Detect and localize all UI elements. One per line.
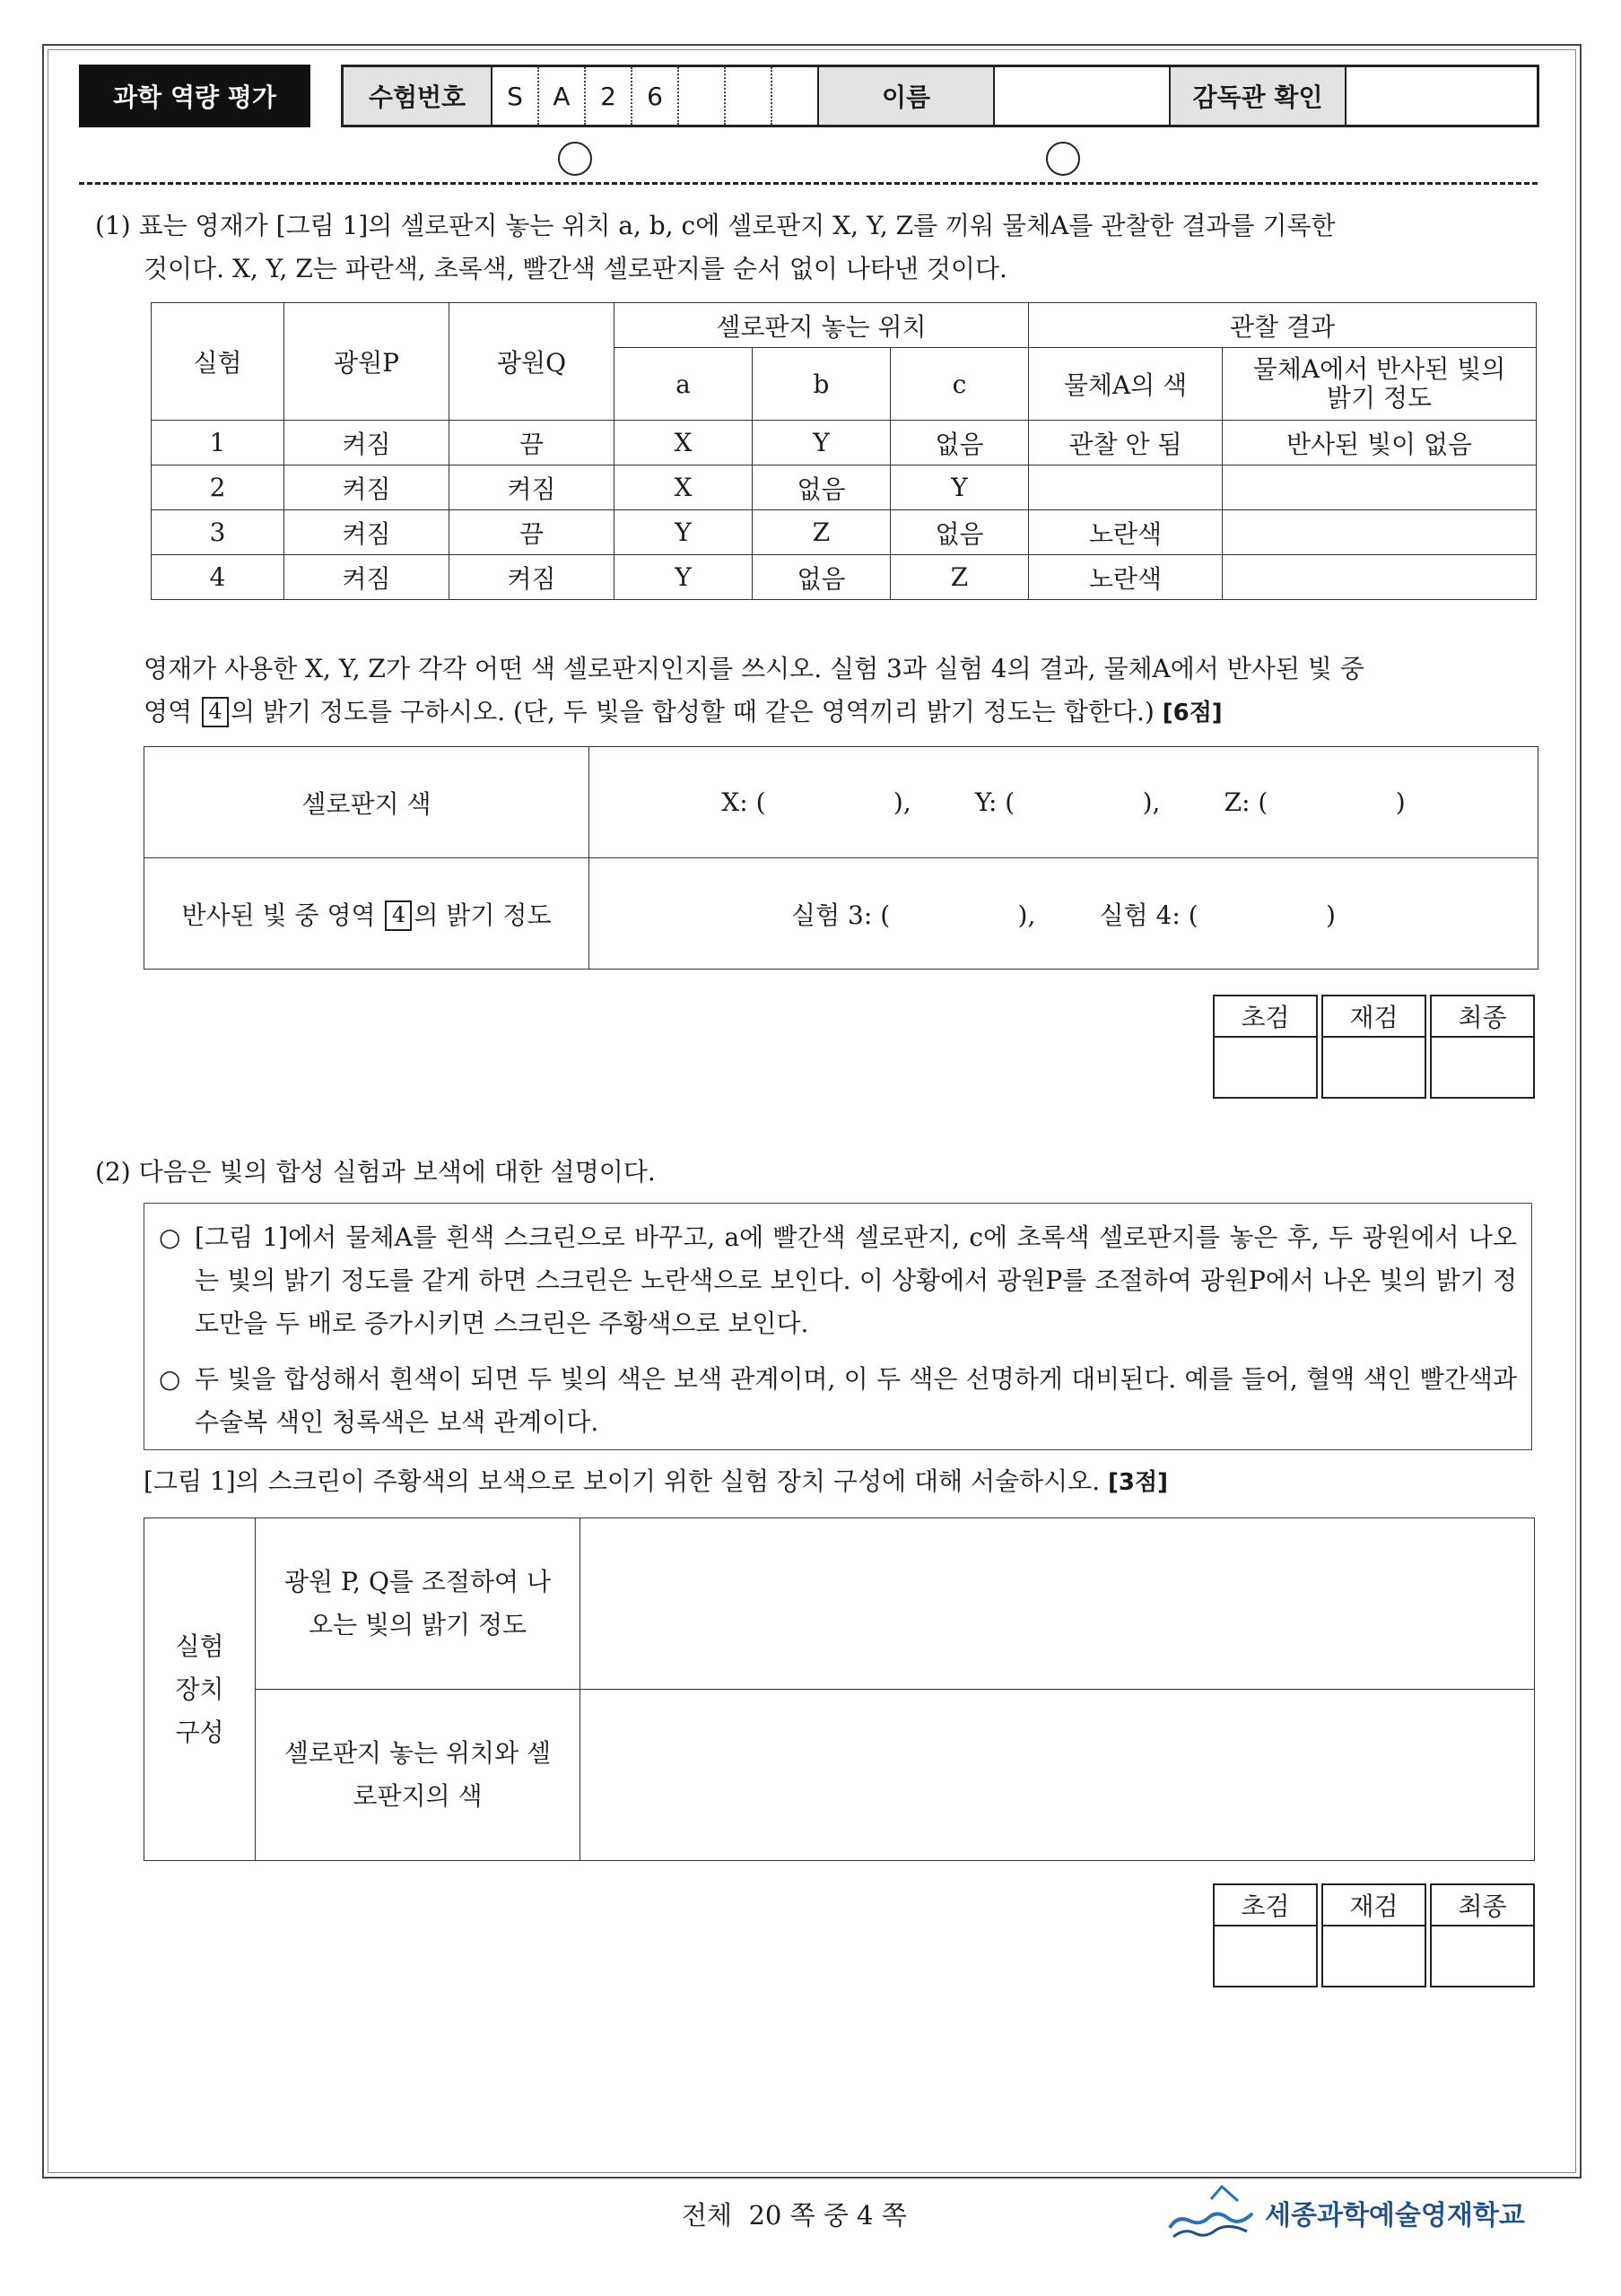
q2-answer-table [144, 1518, 1535, 1861]
table-cell: 없음 [891, 510, 1029, 555]
punch-hole-circle [558, 142, 592, 176]
cellophane-color-answer[interactable]: X: ( ), Y: ( ), Z: ( ) [589, 747, 1538, 858]
score-cell [1213, 995, 1318, 1099]
q1-points: [6점] [1162, 700, 1223, 726]
table-cell: 없음 [753, 555, 891, 600]
q1-answer-table [144, 746, 1538, 970]
col-header-reflected-brightness: 물체A에서 반사된 빛의 밝기 정도 [1223, 348, 1537, 421]
score-cell-label: 최종 [1432, 1885, 1533, 1926]
exam-number-digit[interactable] [724, 67, 771, 125]
score-cell-input[interactable] [1323, 1926, 1425, 1986]
col-header-source-q: 광원Q [449, 303, 614, 421]
table-cell: 끔 [449, 421, 614, 465]
cellophane-setup-label: 셀로판지 놓는 위치와 셀로판지의 색 [256, 1690, 580, 1861]
table-cell: 켜짐 [449, 465, 614, 510]
col-header-b: b [753, 348, 891, 421]
exam-number-digit[interactable]: 2 [584, 67, 631, 125]
score-cell [1430, 995, 1535, 1099]
table-cell: X [614, 421, 753, 465]
cellophane-color-label: 셀로판지 색 [144, 747, 589, 858]
label-text: 의 밝기 정도 [414, 900, 552, 930]
score-cell-input[interactable] [1323, 1038, 1425, 1097]
q2-info-box [144, 1203, 1532, 1450]
q2-task-text: [그림 1]의 스크린이 주황색의 보색으로 보이기 위한 실험 장치 구성에 대해 서술하시오. [144, 1466, 1101, 1496]
table-cell: 3 [152, 510, 284, 555]
table-cell: 켜짐 [284, 421, 449, 465]
table-cell: 없음 [891, 421, 1029, 465]
school-logo [1166, 2177, 1543, 2248]
proctor-check-label: 감독관 확인 [1169, 67, 1345, 125]
name-label: 이름 [817, 67, 993, 125]
table-cell: 4 [152, 555, 284, 600]
score-cell-label: 최종 [1432, 996, 1533, 1038]
table-cell: Z [891, 555, 1029, 600]
table-cell: 노란색 [1029, 510, 1223, 555]
info-bullet [159, 1216, 1517, 1345]
table-cell: 끔 [449, 510, 614, 555]
table-cell: 켜짐 [284, 555, 449, 600]
region-number-box: 4 [202, 697, 229, 727]
q1-intro-line2: 것이다. X, Y, Z는 파란색, 초록색, 빨간색 셀로판지를 순서 없이 나타낸 것이다. [144, 254, 1007, 283]
table-cell: 노란색 [1029, 555, 1223, 600]
table-cell: X [614, 465, 753, 510]
table-cell [1223, 510, 1537, 555]
page-number: 전체 20 쪽 중 4 쪽 [682, 2200, 907, 2231]
region-number-box: 4 [385, 900, 412, 931]
q1-intro-line1: (1) 표는 영재가 [그림 1]의 셀로판지 놓는 위치 a, b, c에 셀로판지 X, Y, Z를 끼워 물체A를 관찰한 결과를 기록한 [95, 211, 1336, 240]
school-name: 세종과학예술영재학교 [1265, 2200, 1525, 2231]
score-cell [1213, 1883, 1318, 1987]
col-header-source-p: 광원P [284, 303, 449, 421]
reflected-brightness-label [144, 858, 589, 970]
proctor-check-field[interactable] [1345, 67, 1537, 125]
q1-task-text: 영역 [144, 697, 193, 726]
exam-number-digit[interactable]: A [537, 67, 584, 125]
exam-title-label: 과학 역량 평가 [79, 65, 310, 127]
table-cell [1223, 555, 1537, 600]
q2-points: [3점] [1108, 1469, 1168, 1496]
q1-task-line1: 영재가 사용한 X, Y, Z가 각각 어떤 색 셀로판지인지를 쓰시오. 실험 3과 실험 4의 결과, 물체A에서 반사된 빛 중 [144, 654, 1364, 683]
col-header-experiment: 실험 [152, 303, 284, 421]
exam-info-strip [341, 65, 1539, 127]
table-cell: Y [891, 465, 1029, 510]
exam-number-digit[interactable] [677, 67, 724, 125]
table-cell: 켜짐 [284, 465, 449, 510]
score-cell-input[interactable] [1215, 1038, 1316, 1097]
exam-number-label: 수험번호 [344, 67, 491, 125]
observation-table [151, 302, 1537, 600]
score-cell [1321, 1883, 1426, 1987]
punch-hole-circle [1046, 142, 1080, 176]
q1-task-text: 의 밝기 정도를 구하시오. (단, 두 빛을 합성할 때 같은 영역끼리 밝기 정도는 합한다.) [231, 697, 1155, 726]
exam-number-digit[interactable]: S [491, 67, 537, 125]
exam-number-digit[interactable] [771, 67, 817, 125]
score-box-q2 [1213, 1883, 1535, 1987]
bullet-text: 두 빛을 합성해서 흰색이 되면 두 빛의 색은 보색 관계이며, 이 두 색은 선명하게 대비된다. 예를 들어, 혈액 색인 빨간색과 수술복 색인 청록색은 보색 관계이다. [195, 1364, 1517, 1437]
info-bullet [159, 1358, 1517, 1444]
bullet-text: [그림 1]에서 물체A를 흰색 스크린으로 바꾸고, a에 빨간색 셀로판지, c에 초록색 셀로판지를 놓은 후, 두 광원에서 나오는 빛의 밝기 정도를 같게 하면 스크린은 노란색으로 보인다. 이 상황에서 광원P를 조절하여 광원P에서 나온 빛의 밝기 정도만을 두 배로 증가시키면 스크린은 주황색으로 보인다. [195, 1222, 1517, 1338]
q2-intro: (2) 다음은 빛의 합성 실험과 보색에 대한 설명이다. [95, 1157, 656, 1187]
score-box-q1 [1213, 995, 1535, 1099]
brightness-setting-label: 광원 P, Q를 조절하여 나오는 빛의 밝기 정도 [256, 1518, 580, 1690]
exam-number-digit[interactable]: 6 [631, 67, 677, 125]
score-cell-label: 재검 [1323, 1885, 1425, 1926]
col-header-object-color: 물체A의 색 [1029, 348, 1223, 421]
score-cell-label: 재검 [1323, 996, 1425, 1038]
table-cell [1029, 465, 1223, 510]
table-cell: Y [614, 555, 753, 600]
brightness-setting-answer[interactable] [580, 1518, 1535, 1690]
reflected-brightness-answer[interactable]: 실험 3: ( ), 실험 4: ( ) [589, 858, 1538, 970]
table-cell: Z [753, 510, 891, 555]
cellophane-setup-answer[interactable] [580, 1690, 1535, 1861]
apparatus-group-label: 실험 장치 구성 [144, 1518, 256, 1861]
score-cell-input[interactable] [1432, 1038, 1533, 1097]
table-row [152, 465, 1537, 510]
col-header-c: c [891, 348, 1029, 421]
bullet-circle-icon: ○ [159, 1222, 181, 1252]
table-cell: 켜짐 [284, 510, 449, 555]
table-row [152, 555, 1537, 600]
table-cell: 반사된 빛이 없음 [1223, 421, 1537, 465]
col-header-result: 관찰 결과 [1029, 303, 1537, 348]
score-cell-input[interactable] [1432, 1926, 1533, 1986]
table-cell: 2 [152, 465, 284, 510]
score-cell-input[interactable] [1215, 1926, 1316, 1986]
score-cell [1430, 1883, 1535, 1987]
col-header-a: a [614, 348, 753, 421]
q2-task [144, 1460, 1536, 1504]
table-cell [1223, 465, 1537, 510]
table-row [152, 421, 1537, 465]
table-cell: 켜짐 [449, 555, 614, 600]
table-row [152, 510, 1537, 555]
table-cell: Y [753, 421, 891, 465]
cut-line [79, 182, 1538, 185]
table-cell: 관찰 안 됨 [1029, 421, 1223, 465]
q1-task-line2 [144, 691, 1536, 735]
table-cell: 1 [152, 421, 284, 465]
score-cell-label: 초검 [1215, 996, 1316, 1038]
col-header-position: 셀로판지 놓는 위치 [614, 303, 1029, 348]
label-text: 반사된 빛 중 영역 [181, 900, 376, 930]
score-cell-label: 초검 [1215, 1885, 1316, 1926]
table-cell: Y [614, 510, 753, 555]
table-cell: 없음 [753, 465, 891, 510]
bullet-circle-icon: ○ [159, 1364, 181, 1394]
name-field[interactable] [993, 67, 1169, 125]
score-cell [1321, 995, 1426, 1099]
school-logo-icon [1166, 2181, 1256, 2244]
